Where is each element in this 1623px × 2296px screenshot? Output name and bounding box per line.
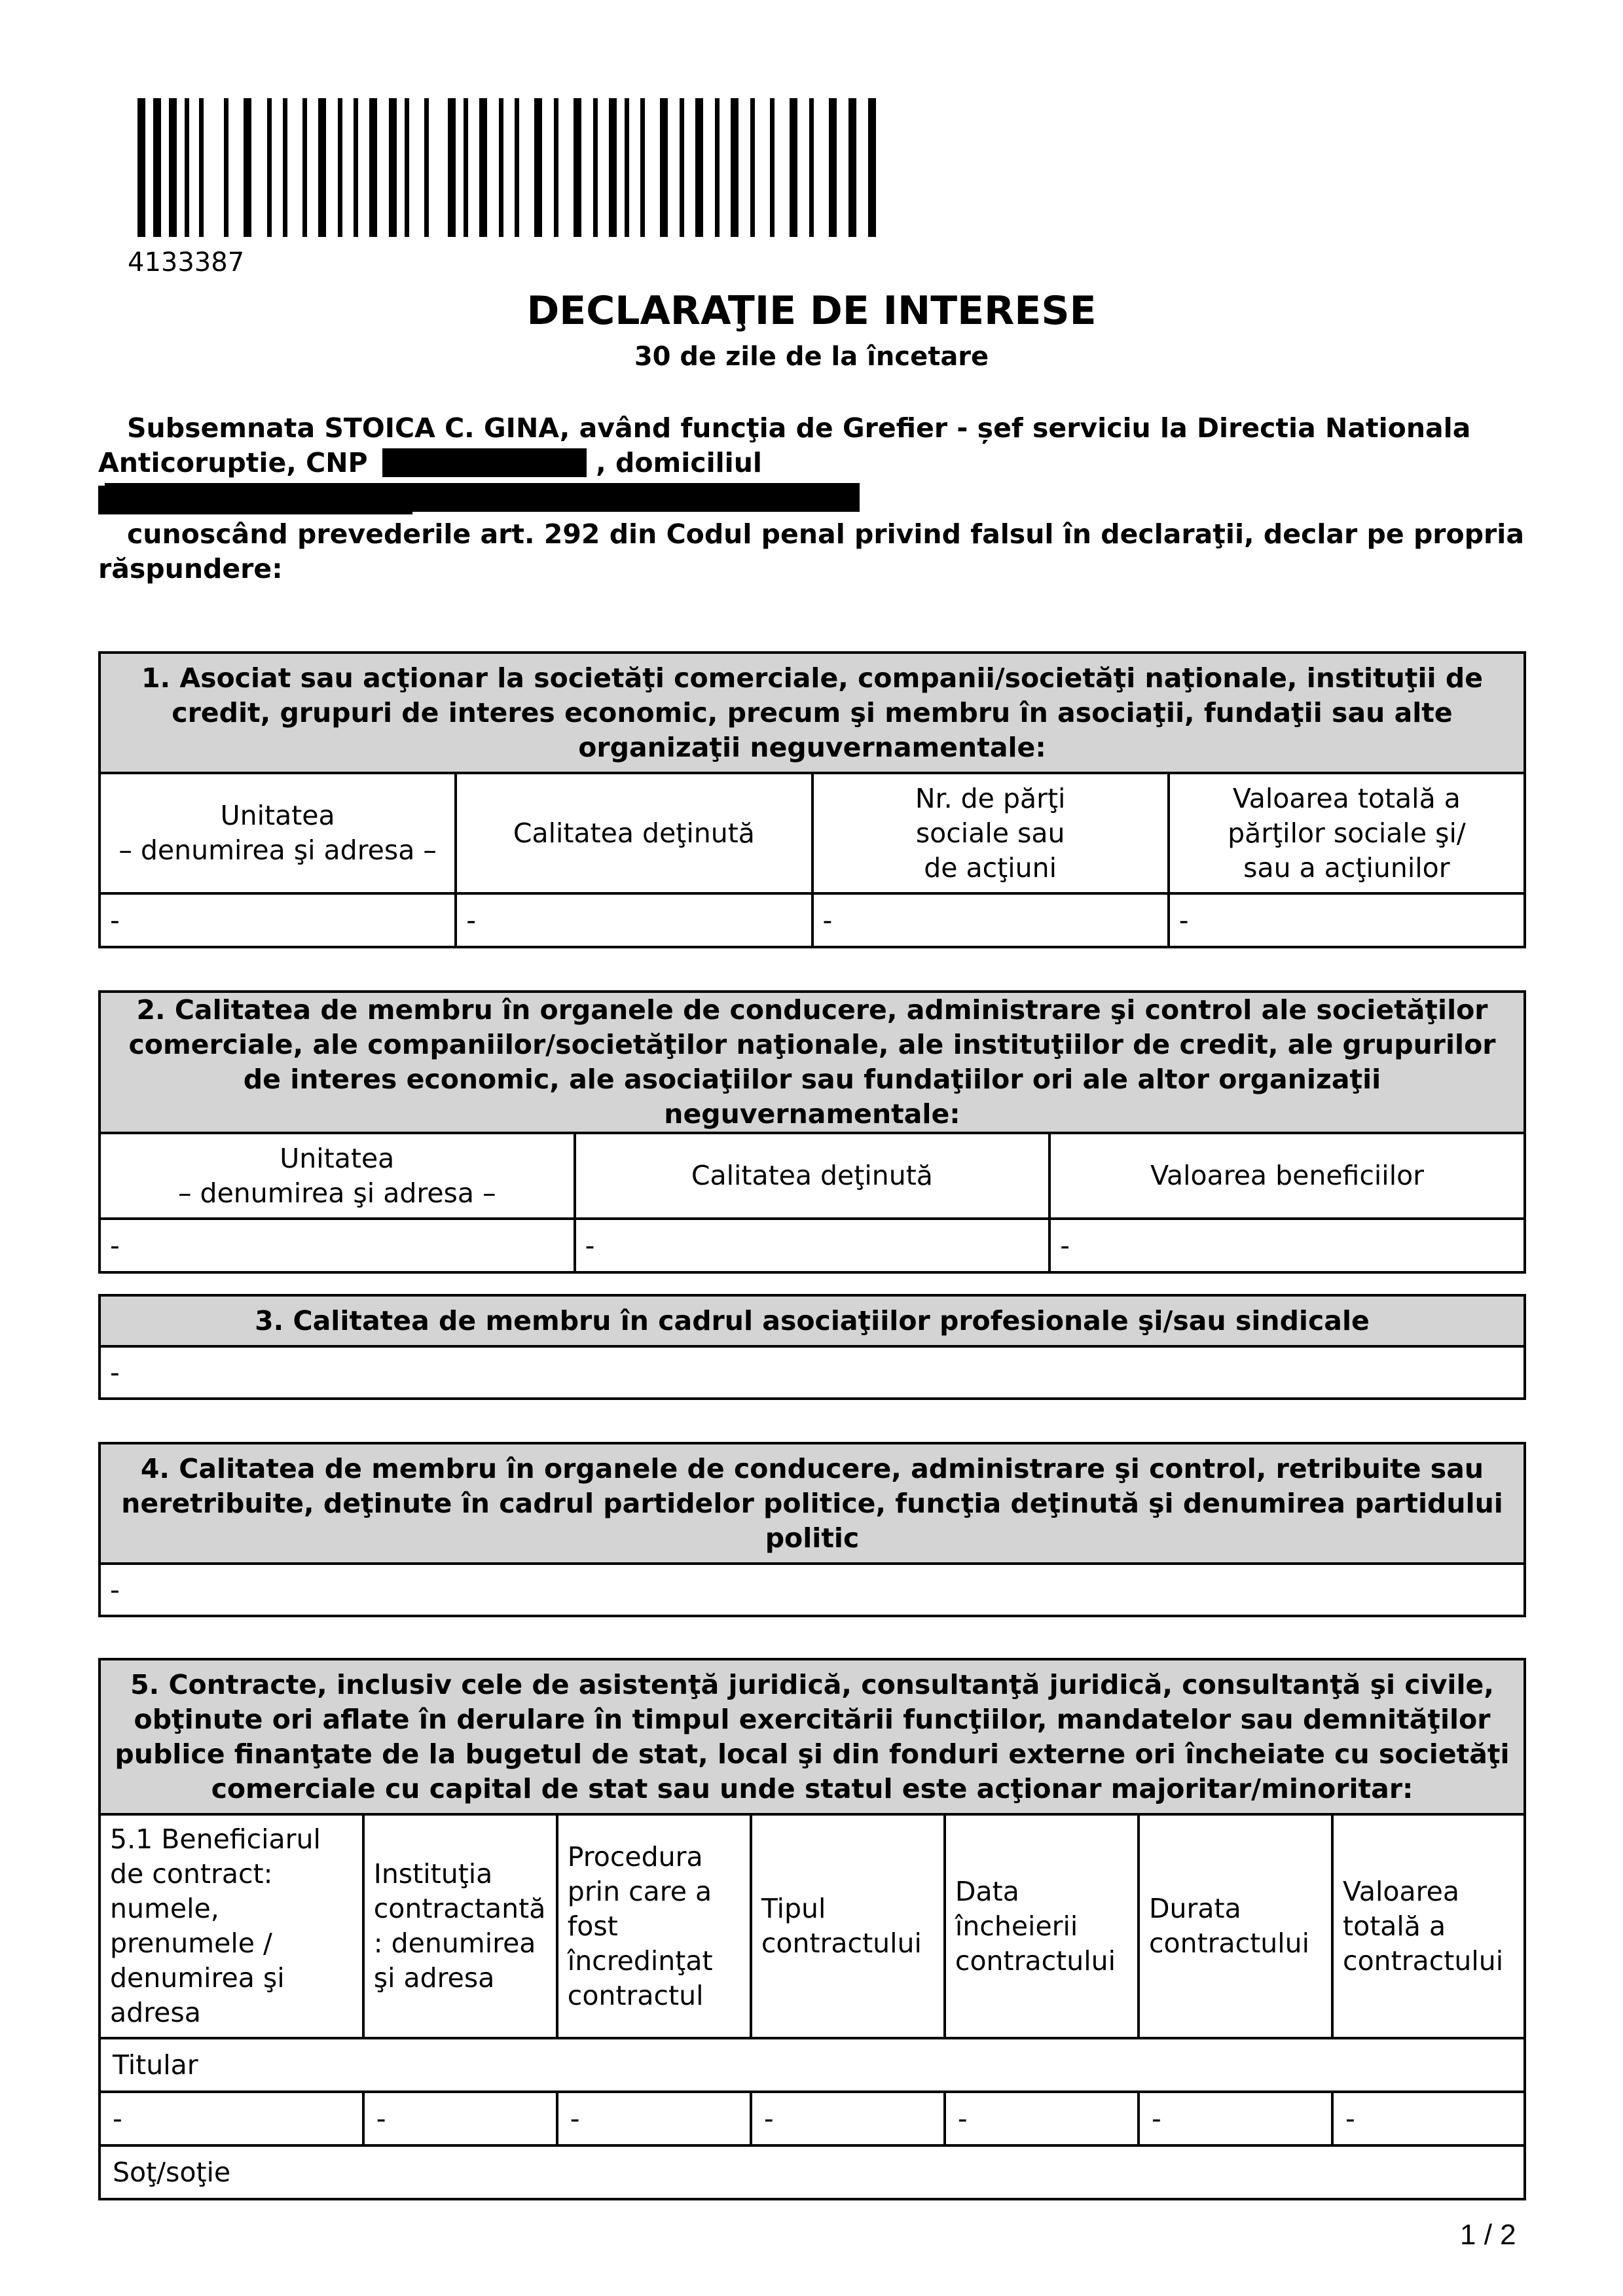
barcode-bar (338, 98, 342, 237)
section-2-heading: 2. Calitatea de membru în organele de conducere, administrare şi control ale societăţilor comerciale, ale companiilor/societăţilor naţionale, ale instituţiilor de credit, ale grupurilor de interes economic, ale asociaţiilor sau fundaţiilor ori ale altor organizaţii neguvernamentale: (100, 992, 1525, 1133)
section-5-group-spouse: Soţ/soţie (100, 2145, 1525, 2199)
barcode-bar (283, 98, 287, 237)
section-1-cell: - (100, 893, 456, 947)
section-1-cell: - (456, 893, 812, 947)
declaration-domicile-label: , domiciliul (596, 447, 762, 478)
barcode-bar (640, 98, 645, 237)
barcode-bar (479, 98, 487, 237)
barcode-bar (354, 98, 358, 237)
barcode-bar (169, 98, 177, 237)
barcode-bar (515, 98, 519, 237)
barcode-bar (848, 98, 856, 237)
section-2-cell: - (100, 1219, 575, 1272)
declaration-line-3 (98, 483, 1525, 518)
section-4-heading: 4. Calitatea de membru în organele de conducere, administrare şi control, retribuite sau neretribuite, deţinute în cadrul partidelor politice, funcţia deţinută şi denumirea partidului politic (100, 1443, 1525, 1564)
section-5-col-institution: Instituţia contractantă : denumirea şi adresa (363, 1814, 557, 2038)
section-2-table (98, 990, 1526, 1274)
barcode-bar (244, 98, 251, 237)
section-5-cell: - (363, 2092, 557, 2145)
barcode-bar (868, 98, 876, 237)
section-5-cell: - (945, 2092, 1139, 2145)
section-1-table (98, 651, 1526, 948)
barcode-bar (534, 98, 542, 237)
barcode-bar (593, 98, 598, 237)
section-5-col-type: Tipul contractului (751, 1814, 945, 2038)
barcode-bar (464, 98, 468, 237)
section-1-col-value: Valoarea totală a părţilor sociale şi/ sau a acţiunilor (1169, 773, 1525, 893)
barcode-bar (660, 98, 668, 237)
barcode-bar (695, 98, 703, 237)
section-5-cell: - (1139, 2092, 1332, 2145)
declaration-line-4: cunoscând prevederile art. 292 din Codul penal privind falsul în declaraţii, declar pe propria (127, 518, 1524, 550)
barcode-bar (809, 98, 814, 237)
barcode-bar (829, 98, 837, 237)
section-5-heading: 5. Contracte, inclusiv cele de asistenţă juridică, consultanţă juridică, consultanţă şi civile, obţinute ori aflate în derulare în timpul exercitării funcţiilor, mandatelor sau demnităţilor publice finanţate de la bugetul de stat, local şi din fonduri externe ori încheiate cu societăţi comerciale cu capital de stat sau unde statul este acţionar majoritar/minoritar: (100, 1659, 1525, 1814)
section-4-value: - (100, 1564, 1525, 1616)
barcode-bar (609, 98, 617, 237)
section-2-cell: - (575, 1219, 1050, 1272)
barcode-number: 4133387 (128, 247, 245, 278)
barcode-bar (424, 98, 429, 237)
section-5-col-beneficiary: 5.1 Beneficiarul de contract: numele, prenumele / denumirea şi adresa (100, 1814, 363, 2038)
section-5-col-date: Data încheierii contractului (945, 1814, 1139, 2038)
barcode-bar (185, 98, 189, 237)
barcode-bar (625, 98, 629, 237)
barcode-bar (574, 98, 581, 237)
barcode-bar (731, 98, 739, 237)
section-5-col-procedure: Procedura prin care a fost încredinţat contractul (557, 1814, 751, 2038)
barcode-bar (770, 98, 775, 237)
barcode-bar (267, 98, 272, 237)
section-2-col-benefits: Valoarea beneficiilor (1049, 1133, 1525, 1219)
section-5-col-value: Valoarea totală a contractului (1332, 1814, 1525, 2038)
barcode-bar (369, 98, 377, 237)
section-5-cell: - (751, 2092, 945, 2145)
barcode-bar (499, 98, 503, 237)
declaration-line-5: răspundere: (98, 553, 283, 584)
declaration-line-1: Subsemnata STOICA C. GINA, având funcţia de Grefier - șef serviciu la Directia Nationala (127, 412, 1471, 444)
barcode-bar (199, 98, 204, 237)
barcode-bar (448, 98, 456, 237)
section-2-cell: - (1049, 1219, 1525, 1272)
document-title: DECLARAŢIE DE INTERESE (526, 288, 1097, 334)
section-3-heading: 3. Calitatea de membru în cadrul asociaţiilor profesionale şi/sau sindicale (100, 1295, 1525, 1346)
barcode-bar (318, 98, 326, 237)
section-4-table (98, 1442, 1526, 1617)
redacted-cnp (382, 448, 587, 477)
section-5-group-titular: Titular (100, 2038, 1525, 2092)
barcode-bar (153, 98, 161, 237)
section-3-value: - (100, 1346, 1525, 1399)
barcode-bar (224, 98, 228, 237)
redacted-domicile-continued (98, 486, 412, 514)
section-1-heading: 1. Asociat sau acţionar la societăţi comerciale, companii/societăţi naţionale, instituţii de credit, grupuri de interes economic, precum şi membru în asociaţii, fundaţii sau alte organizaţii neguvernamentale: (100, 653, 1525, 773)
page-number: 1 / 2 (1460, 2219, 1516, 2251)
barcode (137, 98, 884, 237)
section-5-col-duration: Durata contractului (1139, 1814, 1332, 2038)
section-1-col-unit: Unitatea – denumirea şi adresa – (100, 773, 456, 893)
section-2-col-role: Calitatea deţinută (575, 1133, 1050, 1219)
section-1-cell: - (812, 893, 1169, 947)
declaration-cnp-label: Anticoruptie, CNP (98, 447, 368, 478)
barcode-bar (554, 98, 558, 237)
document-subtitle: 30 de zile de la încetare (634, 342, 989, 372)
section-1-cell: - (1169, 893, 1525, 947)
barcode-bar (715, 98, 720, 237)
barcode-bar (137, 98, 145, 237)
section-1-col-role: Calitatea deţinută (456, 773, 812, 893)
section-1-col-shares: Nr. de părţi sociale sau de acţiuni (812, 773, 1169, 893)
barcode-bar (750, 98, 755, 237)
section-5-cell: - (100, 2092, 363, 2145)
section-3-table (98, 1294, 1526, 1400)
barcode-bar (790, 98, 797, 237)
barcode-bar (405, 98, 409, 237)
section-5-cell: - (1332, 2092, 1525, 2145)
section-5-table (98, 1658, 1526, 2200)
barcode-bar (302, 98, 307, 237)
section-5-cell: - (557, 2092, 751, 2145)
barcode-bar (389, 98, 397, 237)
section-2-col-unit: Unitatea – denumirea şi adresa – (100, 1133, 575, 1219)
barcode-bar (680, 98, 684, 237)
